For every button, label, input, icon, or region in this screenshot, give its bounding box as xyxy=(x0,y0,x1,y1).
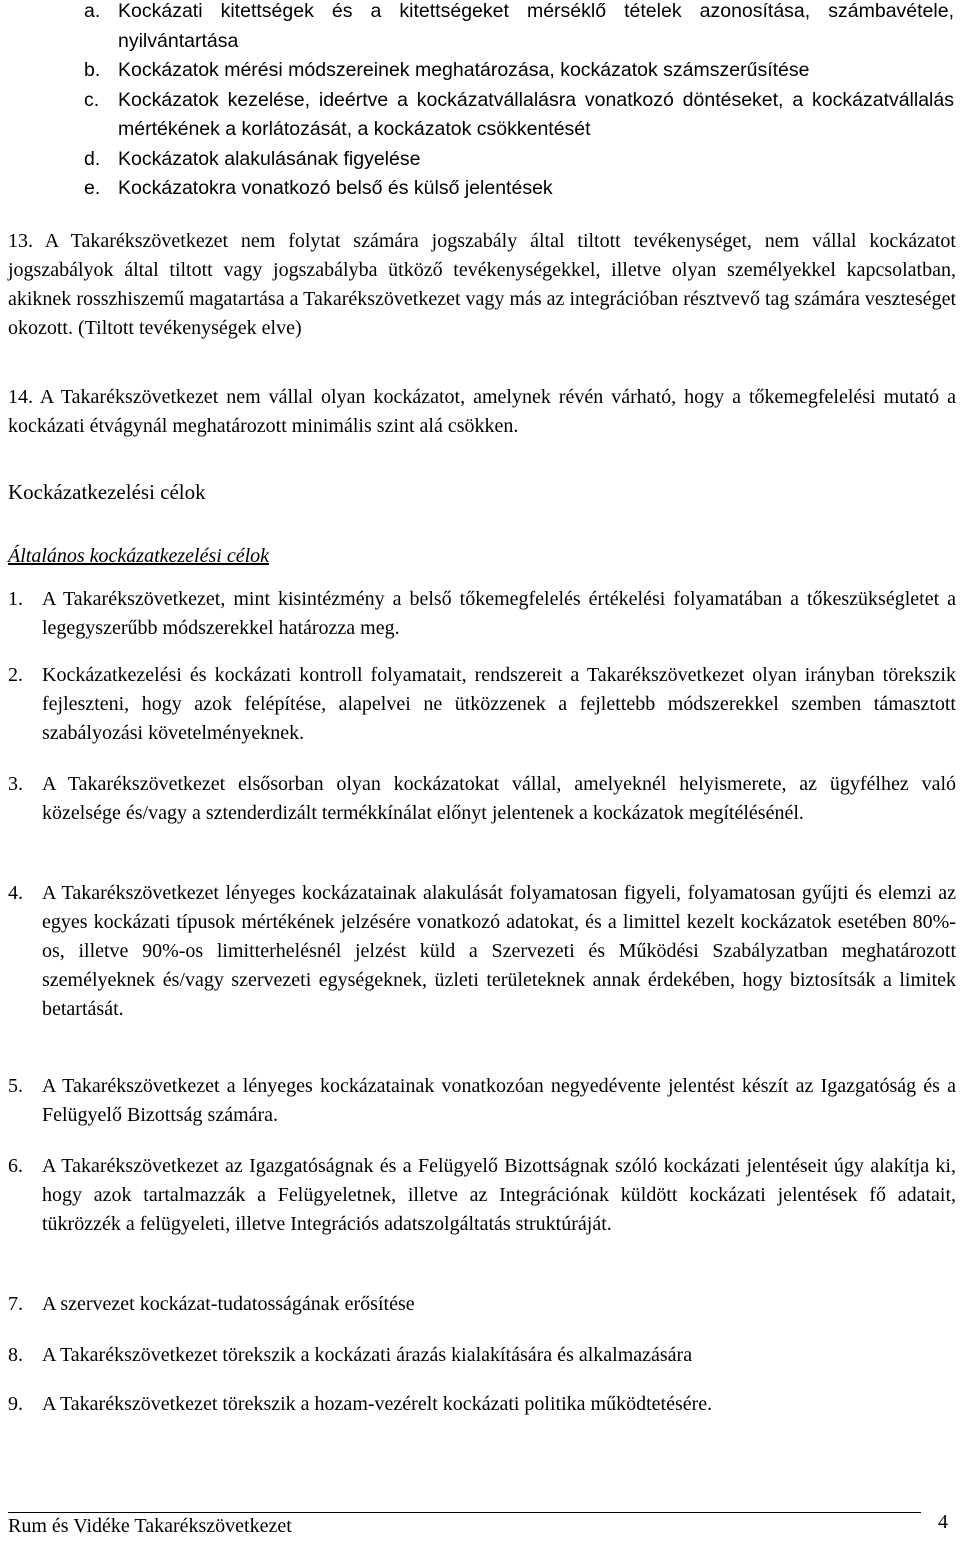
list-item-label: b. xyxy=(84,59,101,81)
list-item-text: A Takarékszövetkezet törekszik a kockázati árazás kialakítására és alkalmazására xyxy=(42,1344,693,1366)
list-item-number: 4. xyxy=(8,882,23,904)
list-item-text: Kockázatokra vonatkozó belső és külső jelentések xyxy=(118,177,553,199)
list-item xyxy=(84,145,954,175)
list-item-number: 7. xyxy=(8,1293,23,1315)
list-item xyxy=(8,1152,956,1239)
list-item xyxy=(8,1290,956,1319)
list-item-label: e. xyxy=(84,177,101,199)
paragraph-text: A Takarékszövetkezet nem folytat számára jogszabály által tiltott tevékenységet, nem vállal kockázatot jogszabályok által tiltott vagy jogszabályba ütköző tevékenységekkel, illetve olyan személyekkel kapcsolatban, akiknek rosszhiszemű magatartása a Takarékszövetkezet vagy más az integrációban résztvevő tag számára veszteséget okozott. (Tiltott tevékenységek elve) xyxy=(8,230,956,339)
section-heading: Kockázatkezelési célok xyxy=(8,480,206,504)
list-item-number: 9. xyxy=(8,1393,23,1415)
list-item-text: Kockázatok mérési módszereinek meghatározása, kockázatok számszerűsítése xyxy=(118,59,810,81)
list-item xyxy=(8,661,956,748)
list-item-text: A Takarékszövetkezet az Igazgatóságnak és a Felügyelő Bizottságnak szóló kockázati jelentéseit úgy alakítja ki, hogy azok tartalmazzák a Felügyeletnek, illetve az Integrációnak küldött kockázati jelentések fő adatait, tükrözzék a felügyeleti, illetve Integrációs adatszolgáltatás struktúráját. xyxy=(42,1155,956,1235)
list-item-number: 5. xyxy=(8,1075,23,1097)
list-item xyxy=(84,56,954,86)
page-number: 4 xyxy=(938,1511,948,1533)
list-item-number: 8. xyxy=(8,1344,23,1366)
list-item xyxy=(8,585,956,643)
list-item-number: 1. xyxy=(8,588,23,610)
list-item-text: A Takarékszövetkezet elsősorban olyan kockázatokat vállal, amelyeknél helyismerete, az ügyfélhez való közelsége és/vagy a sztenderdizált termékkínálat előnyt jelentenek a kockázatok megítélésénél. xyxy=(42,773,956,824)
list-item-text: Kockázatkezelési és kockázati kontroll folyamatait, rendszereit a Takarékszövetkezet olyan irányban törekszik fejleszteni, hogy azok felépítése, alapelvei ne ütközzenek a fejlettebb módszerekkel szemben támasztott szabályozási követelményeknek. xyxy=(42,664,956,744)
list-item xyxy=(8,1341,956,1370)
list-item xyxy=(84,174,954,204)
list-item-text: A szervezet kockázat-tudatosságának erősítése xyxy=(42,1293,415,1315)
paragraph-14 xyxy=(8,383,956,441)
list-item xyxy=(8,1390,956,1419)
list-item-text: Kockázatok kezelése, ideértve a kockázatvállalásra vonatkozó döntéseket, a kockázatvállalás mértékének a korlátozását, a kockázatok csökkentését xyxy=(118,88,954,140)
list-item-number: 2. xyxy=(8,664,23,686)
risk-process-sublist xyxy=(84,0,954,204)
list-item-number: 6. xyxy=(8,1155,23,1177)
list-item-label: c. xyxy=(84,88,100,111)
list-item-label: d. xyxy=(84,147,101,170)
list-item-text: Kockázati kitettségek és a kitettségeket mérséklő tételek azonosítása, számbavétele, nyilvántartása xyxy=(118,0,954,52)
paragraph-number: 13. xyxy=(8,230,33,252)
list-item xyxy=(84,86,954,145)
list-item-label: a. xyxy=(84,0,101,22)
paragraph-number: 14. xyxy=(8,386,33,408)
list-item-text: A Takarékszövetkezet a lényeges kockázatainak vonatkozóan negyedévente jelentést készít az Igazgatóság és a Felügyelő Bizottság számára. xyxy=(42,1075,956,1126)
list-item-text: A Takarékszövetkezet lényeges kockázatainak alakulását folyamatosan figyeli, folyamatosan gyűjti és elemzi az egyes kockázati típusok mértékének jelzésére vonatkozó adatokat, és a limittel kezelt kockázatok esetében 80%-os, illetve 90%-os limitterhelésnél jelzést küld a Szervezeti és Működési Szabályzatban meghatározott személyeknek és/vagy szervezeti egységeknek, üzleti területeknek annak érdekében, hogy biztosítsák a limitek betartását. xyxy=(42,882,956,1020)
paragraph-13 xyxy=(8,227,956,343)
list-item xyxy=(8,1072,956,1130)
list-item xyxy=(84,0,954,56)
list-item xyxy=(8,879,956,1024)
list-item xyxy=(8,770,956,828)
list-item-text: A Takarékszövetkezet, mint kisintézmény a belső tőkemegfelelés értékelési folyamatában a tőkeszükségletet a legegyszerűbb módszerekkel határozza meg. xyxy=(42,588,956,639)
list-item-text: A Takarékszövetkezet törekszik a hozam-vezérelt kockázati politika működtetésére. xyxy=(42,1393,713,1415)
footer-organization: Rum és Vidéke Takarékszövetkezet xyxy=(8,1515,292,1537)
section-subheading: Általános kockázatkezelési célok xyxy=(8,545,270,567)
list-item-number: 3. xyxy=(8,773,23,795)
list-item-text: Kockázatok alakulásának figyelése xyxy=(118,147,421,170)
paragraph-text: A Takarékszövetkezet nem vállal olyan kockázatot, amelynek révén várható, hogy a tőkemegfelelési mutató a kockázati étvágynál meghatározott minimális szint alá csökken. xyxy=(8,386,956,437)
